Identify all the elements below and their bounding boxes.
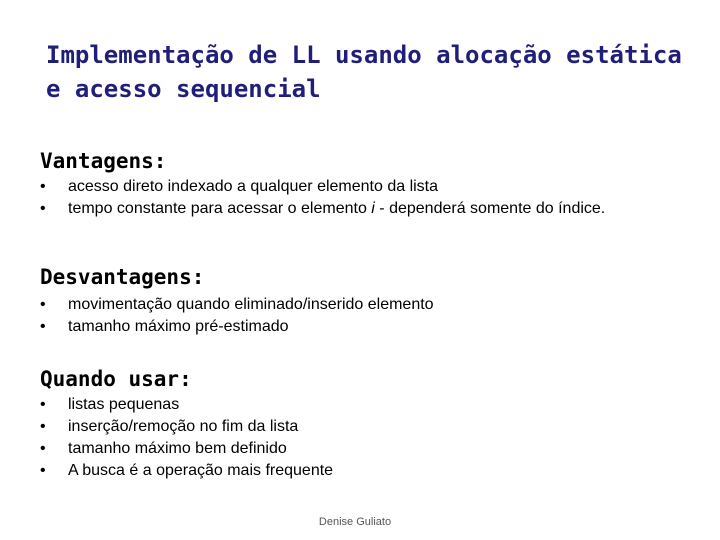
- bullet-icon: •: [40, 418, 46, 435]
- list-item-text: movimentação quando eliminado/inserido elemento: [68, 296, 434, 313]
- bullet-icon: •: [40, 396, 46, 413]
- section-heading-quando-usar: Quando usar:: [40, 367, 192, 391]
- bullet-icon: •: [40, 440, 46, 457]
- list-item-text: listas pequenas: [68, 396, 180, 413]
- list-item-text: acesso direto indexado a qualquer elemento da lista: [68, 178, 439, 195]
- list-item-text: tamanho máximo pré-estimado: [68, 318, 289, 335]
- list-item-text: tempo constante para acessar o elemento: [68, 200, 372, 217]
- list-item-text: inserção/remoção no fim da lista: [68, 418, 299, 435]
- bullet-icon: •: [40, 462, 46, 479]
- list-item-text: A busca é a operação mais frequente: [68, 462, 334, 479]
- list-item: [40, 176, 660, 198]
- bullet-icon: •: [40, 296, 46, 313]
- list-item: [40, 416, 660, 438]
- slide-title: Implementação de LL usando alocação estática e acesso sequencial: [46, 41, 682, 103]
- list-item: [40, 438, 660, 460]
- section-heading-desvantagens: Desvantagens:: [40, 265, 205, 289]
- list-item: [40, 460, 660, 482]
- section-heading-vantagens: Vantagens:: [40, 149, 167, 173]
- vantagens-list: [40, 176, 660, 220]
- list-item: [40, 316, 660, 338]
- list-item: [40, 394, 660, 416]
- list-item: [40, 294, 660, 316]
- quando-usar-list: [40, 394, 660, 482]
- list-item-italic: i: [371, 200, 375, 217]
- list-item-text: tamanho máximo bem definido: [68, 440, 287, 457]
- desvantagens-list: [40, 294, 660, 338]
- bullet-icon: •: [40, 178, 46, 195]
- list-item: [40, 198, 660, 220]
- bullet-icon: •: [40, 318, 46, 335]
- bullet-icon: •: [40, 200, 46, 217]
- list-item-text-cont: - dependerá somente do índice.: [374, 200, 606, 217]
- footer-author: Denise Guliato: [318, 516, 392, 528]
